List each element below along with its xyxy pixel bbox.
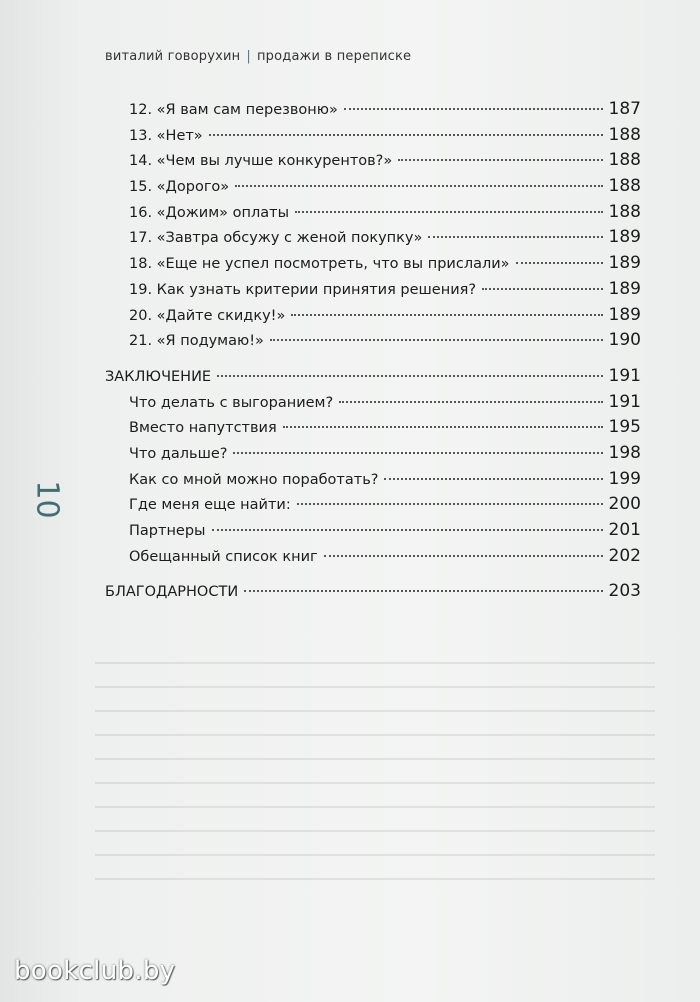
toc-entry-page: 202: [608, 545, 641, 566]
dot-leader: [212, 529, 603, 531]
page-number: 10: [29, 480, 65, 519]
toc-entry: [129, 392, 641, 418]
toc-entry-page: 188: [608, 124, 641, 145]
running-header: [105, 49, 411, 64]
toc-entry-title: Партнеры: [129, 523, 206, 539]
toc-entry-page: 200: [608, 494, 641, 515]
toc-entry-page: 191: [608, 391, 641, 412]
table-of-contents: [105, 99, 641, 607]
toc-entry: [129, 494, 641, 520]
toc-entry-title: 14. «Чем вы лучше конкурентов?»: [129, 153, 393, 170]
toc-entry-page: 195: [608, 417, 641, 438]
toc-section-title: БЛАГОДАРНОСТИ: [105, 584, 239, 601]
toc-entry: [129, 150, 641, 176]
toc-entry: [129, 546, 641, 572]
toc-items: [105, 99, 641, 356]
toc-entry-title: 12. «Я вам сам перезвоню»: [129, 102, 338, 118]
toc-entry-title: Вместо напутствия: [129, 420, 277, 437]
toc-section-thanks: [105, 581, 641, 607]
toc-entry-title: 21. «Я подумаю!»: [129, 333, 264, 350]
dot-leader: [283, 426, 603, 428]
toc-entry: [129, 417, 641, 443]
dot-leader: [398, 159, 602, 161]
dot-leader: [428, 236, 602, 238]
toc-conclusion-items: [105, 392, 641, 572]
toc-entry-title: Что делать с выгоранием?: [129, 394, 334, 411]
dot-leader: [291, 314, 602, 316]
dot-leader: [297, 503, 603, 505]
dot-leader: [324, 555, 603, 557]
toc-entry-page: 188: [608, 150, 641, 171]
toc-entry-page: 199: [608, 468, 641, 489]
toc-entry-page: 198: [608, 442, 641, 463]
toc-entry-title: Что дальше?: [129, 445, 228, 462]
watermark: bookclub.by: [14, 956, 176, 986]
dot-leader: [235, 185, 602, 187]
toc-section-page: 203: [608, 581, 641, 602]
toc-entry-title: Где меня еще найти:: [129, 497, 291, 514]
toc-section-page: 191: [608, 365, 641, 386]
toc-entry: [129, 125, 641, 151]
toc-entry-title: 15. «Дорого»: [129, 179, 230, 196]
toc-entry-page: 201: [608, 520, 641, 540]
toc-entry: [129, 99, 641, 125]
toc-entry-title: 20. «Дайте скидку!»: [129, 307, 286, 324]
toc-entry: [129, 330, 641, 356]
toc-section-conclusion: [105, 366, 641, 392]
toc-entry-title: 13. «Нет»: [129, 127, 203, 144]
dot-leader: [344, 108, 603, 110]
toc-entry-page: 189: [608, 253, 641, 274]
toc-entry-page: 189: [608, 227, 641, 248]
toc-entry-page: 189: [608, 278, 641, 299]
toc-entry-page: 188: [608, 176, 641, 197]
toc-entry: [129, 469, 641, 495]
toc-entry-title: 19. Как узнать критерии принятия решения?: [129, 281, 477, 298]
dot-leader: [217, 375, 602, 377]
toc-entry: [129, 202, 641, 228]
toc-entry: [129, 227, 641, 253]
dot-leader: [482, 288, 603, 290]
toc-entry-page: 189: [608, 304, 641, 325]
toc-entry-page: 188: [608, 201, 641, 222]
dot-leader: [339, 401, 602, 403]
header-author: виталий говорухин: [105, 49, 241, 64]
toc-entry-title: 17. «Завтра обсужу с женой покупку»: [129, 230, 423, 247]
dot-leader: [384, 478, 602, 480]
header-separator: |: [246, 49, 251, 64]
toc-entry-page: 187: [608, 99, 641, 119]
toc-entry: [129, 305, 641, 331]
toc-entry: [129, 253, 641, 279]
toc-entry: [129, 176, 641, 202]
toc-section-title: ЗАКЛЮЧЕНИЕ: [105, 368, 212, 385]
toc-entry-title: 16. «Дожим» оплаты: [129, 204, 290, 221]
dot-leader: [233, 452, 602, 454]
toc-entry-title: Как со мной можно поработать?: [129, 471, 379, 488]
toc-entry: [129, 520, 641, 546]
dot-leader: [244, 590, 602, 592]
dot-leader: [516, 262, 603, 264]
dot-leader: [270, 339, 603, 341]
header-book-title: продажи в переписке: [256, 49, 412, 64]
toc-entry-page: 190: [608, 330, 641, 351]
toc-entry-title: Обещанный список книг: [129, 548, 318, 565]
toc-entry: [129, 279, 641, 305]
dot-leader: [209, 134, 603, 136]
toc-entry-title: 18. «Еще не успел посмотреть, что вы прислали»: [129, 256, 510, 273]
dot-leader: [295, 211, 603, 213]
toc-entry: [129, 443, 641, 469]
show-through-text: [95, 640, 655, 910]
